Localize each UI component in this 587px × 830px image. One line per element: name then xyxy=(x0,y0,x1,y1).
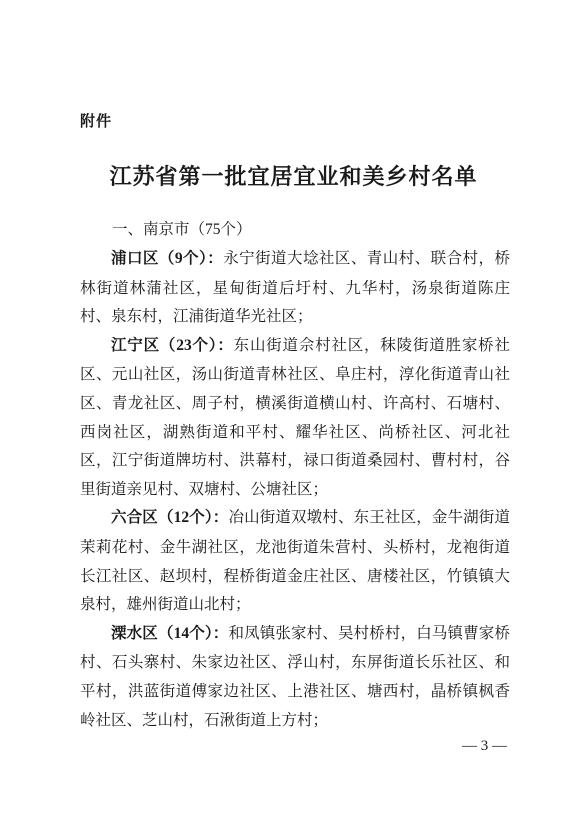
district-villages: 和凤镇张家村、吴村桥村，白马镇曹家桥村、石头寨村、朱家边社区、浮山村，东屏街道长乐社区、和平村，洪蓝街道傅家边社区、上港社区、塘西村，晶桥镇枫香岭社区、芝山村，石湫街道上方村； xyxy=(80,623,510,729)
district-count-suffix: 个）： xyxy=(191,335,234,354)
district-label xyxy=(111,336,234,354)
district-name: 浦口区（ xyxy=(111,249,175,267)
district-entry-lishui xyxy=(80,619,510,734)
district-list xyxy=(80,244,510,734)
district-villages: 东山街道佘村社区，秣陵街道胜家桥社区、元山社区，汤山街道青林社区、阜庄村，淳化街道青山社区、青龙社区、周子村，横溪街道横山村、许高村、石塘村、西岗社区，湖熟街道和平村、耀华社区、尚桥社区、河北社区，江宁街道牌坊村、洪幕村，禄口街道桑园村、曹村村，谷里街道亲见村、双塘村、公塘社区； xyxy=(80,335,510,498)
district-count-suffix: 个）： xyxy=(182,249,224,267)
district-label xyxy=(111,249,223,267)
district-villages: 永宁街道大埝社区、青山村、联合村，桥林街道林蒲社区，星甸街道后圩村、九华村，汤泉街道陈庄村、泉东村，江浦街道华光社区； xyxy=(80,249,510,326)
section-count: 75 xyxy=(205,221,221,238)
district-count-suffix: 个）： xyxy=(189,508,229,527)
district-entry-pukou xyxy=(80,244,510,331)
district-count: 9 xyxy=(174,250,183,267)
page-number: — 3 — xyxy=(462,738,507,754)
section-suffix: 个） xyxy=(220,220,252,238)
district-entry-liuhe xyxy=(80,503,510,618)
district-name: 江宁区（ xyxy=(111,335,177,354)
district-count: 23 xyxy=(176,336,192,354)
district-count-suffix: 个）： xyxy=(189,623,229,642)
section-heading-nanjing xyxy=(112,217,252,239)
district-name: 六合区（ xyxy=(111,508,174,527)
attachment-label: 附件 xyxy=(80,112,113,130)
section-prefix: 一、南京市（ xyxy=(112,220,206,238)
district-name: 溧水区（ xyxy=(111,623,174,642)
document-title: 江苏省第一批宜居宜业和美乡村名单 xyxy=(109,164,478,190)
district-label xyxy=(111,508,228,526)
district-count: 12 xyxy=(173,509,190,527)
district-entry-jiangning xyxy=(80,331,510,504)
district-villages: 冶山街道双墩村、东王社区，金牛湖街道茉莉花村、金牛湖社区，龙池街道朱营村、头桥村，龙袍街道长江社区、赵坝村，程桥街道金庄社区、唐楼社区，竹镇镇大泉村，雄州街道山北村； xyxy=(80,508,510,614)
district-label xyxy=(111,624,228,642)
district-count: 14 xyxy=(173,624,190,642)
